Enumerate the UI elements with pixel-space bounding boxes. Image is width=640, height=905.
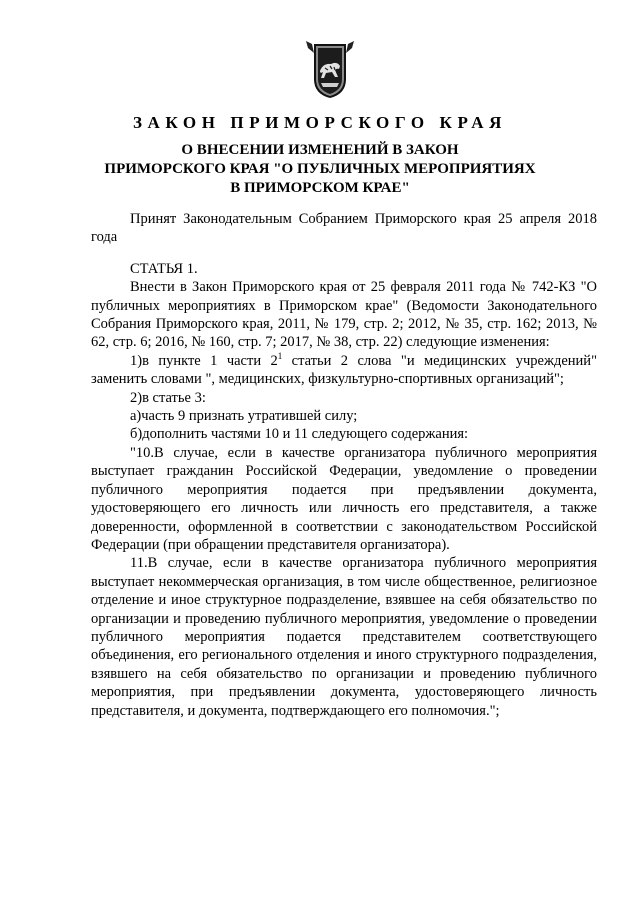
item-2a: а)часть 9 признать утратившей силу; [130, 408, 358, 425]
heading-line: О ВНЕСЕНИИ ИЗМЕНЕНИЙ В ЗАКОН [181, 142, 459, 158]
law-heading [0, 141, 640, 198]
item-1 [91, 352, 597, 389]
coat-of-arms-icon [303, 41, 357, 99]
item-1-superscript: 1 [277, 351, 283, 362]
article-intro: Внести в Закон Приморского края от 25 февраля 2011 года № 742-КЗ "О публичных мероприятиях в Приморском крае" (Ведомости Законодательного Собрания Приморского края, 2011, № 179, стр. 2; 2012, № 35, стр. 162; 2013, № 62, стр. 6; 2016, № 160, стр. 7; 2017, № 38, стр. 22) следующие изменения: [91, 279, 597, 351]
adoption-note: Принят Законодательным Собранием Приморского края 25 апреля 2018 года [91, 211, 597, 246]
part-11: 11.В случае, если в качестве организатора публичного мероприятия выступает некоммерческая организация, в том числе общественное, религиозное отделение и иное структурное подразделение, взявшее на себя обязательство по организации и проведению публичного мероприятия, уведомление о проведении публичного мероприятия подается представителем соответствующего объединения, его регионального отделения и иного структурного подразделения, взявшего на себя обязательство по организации и проведению публичного мероприятия, при предъявлении документа, удостоверяющего личность представителя, и документа, подтверждающего его полномочия."; [91, 555, 597, 719]
law-body [91, 210, 597, 720]
item-1-text-end: статьи 2 слова "и медицинских учреждений" заменить словами ", медицинских, физкультурно-спортивных организаций"; [91, 352, 597, 388]
part-10: "10.В случае, если в качестве организатора публичного мероприятия выступает гражданин Российской Федерации, уведомление о проведении публичного мероприятия подается при предъявлении документа, удостоверяющего его личность или личность его представителя, а также доверенности, оформленной в соответствии с законодательством Российской Федерации (при обращении представителя организатора). [91, 444, 597, 553]
item-2: 2)в статье 3: [130, 389, 206, 406]
article-label: СТАТЬЯ 1. [130, 260, 198, 277]
item-2b: б)дополнить частями 10 и 11 следующего содержания: [130, 426, 469, 443]
law-title: ЗАКОН ПРИМОРСКОГО КРАЯ [132, 113, 508, 132]
heading-line: В ПРИМОРСКОМ КРАЕ" [230, 180, 410, 196]
heading-line: ПРИМОРСКОГО КРАЯ "О ПУБЛИЧНЫХ МЕРОПРИЯТИЯХ [104, 161, 536, 177]
item-1-text-start: 1)в пункте 1 части 2 [130, 352, 278, 369]
